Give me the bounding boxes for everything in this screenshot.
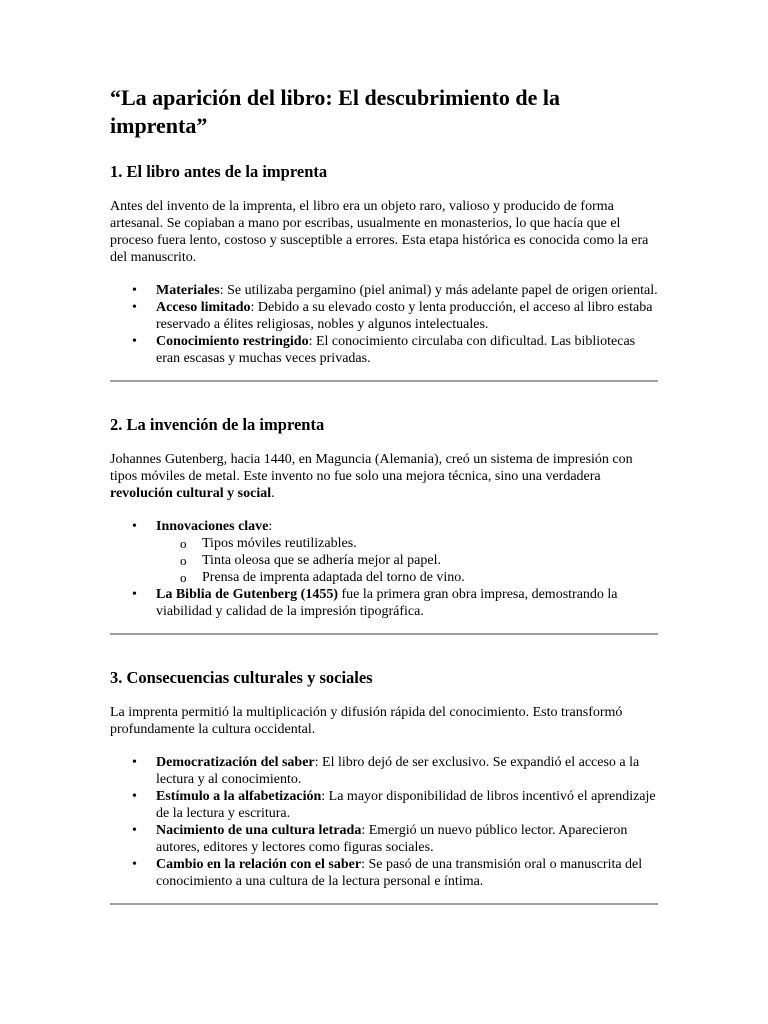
list-item [110, 754, 658, 788]
section-1-paragraph: Antes del invento de la imprenta, el libro era un objeto raro, valioso y producido de forma artesanal. Se copiaban a mano por escribas, usualmente en monasterios, lo que hacía que el proceso fuera lento, costoso y susceptible a errores. Esta etapa histórica es conocida como la era del manuscrito. [110, 199, 649, 265]
sub-list [156, 535, 658, 586]
sub-list-item [156, 552, 658, 569]
bullet-icon: • [132, 587, 137, 602]
list-item-term: La Biblia de Gutenberg (1455) [156, 587, 339, 602]
list-item-text: : El libro dejó de ser exclusivo. Se expandió el acceso a la lectura y al conocimiento. [156, 755, 640, 787]
list-item-term: Cambio en la relación con el saber [156, 857, 362, 872]
bullet-icon: • [132, 755, 137, 770]
list-item [110, 822, 658, 856]
list-item-term: Innovaciones clave [156, 519, 269, 534]
sub-list-item-text: Tipos móviles reutilizables. [202, 536, 357, 551]
bullet-icon: • [132, 519, 137, 534]
list-item [110, 299, 658, 333]
list-item-text: fue la primera gran obra impresa, demostrando la viabilidad y calidad de la impresión tipográfica. [156, 587, 618, 619]
sub-list-item-text: Prensa de imprenta adaptada del torno de vino. [202, 570, 465, 585]
list-item [110, 586, 658, 620]
list-item-term: Democratización del saber [156, 755, 315, 770]
list-item-term: Conocimiento restringido [156, 334, 309, 349]
list-item-text: : Debido a su elevado costo y lenta producción, el acceso al libro estaba reservado a élites religiosas, nobles y algunos intelectuales. [156, 300, 653, 332]
list-item-text: : Emergió un nuevo público lector. Aparecieron autores, editores y lectores como figuras sociales. [156, 823, 628, 855]
circle-bullet-icon: o [180, 536, 187, 551]
bullet-icon: • [132, 823, 137, 838]
section-2-heading: 2. La invención de la imprenta [110, 415, 325, 434]
bullet-icon: • [132, 857, 137, 872]
paragraph-emphasis: revolución cultural y social [110, 486, 272, 501]
circle-bullet-icon: o [180, 553, 187, 568]
list-item-text: : Se utilizaba pergamino (piel animal) y más adelante papel de origen oriental. [219, 283, 658, 298]
list-item [110, 856, 658, 890]
section-divider [110, 903, 658, 905]
sub-list-item [156, 569, 658, 586]
list-item [110, 333, 658, 367]
section-2-paragraph [110, 451, 658, 502]
circle-bullet-icon: o [180, 570, 187, 585]
section-3-list [110, 754, 658, 890]
bullet-icon: • [132, 283, 137, 298]
list-item [110, 282, 658, 299]
sub-list-item [156, 535, 658, 552]
list-item-term: Materiales [156, 283, 220, 298]
bullet-icon: • [132, 300, 137, 315]
list-item-text: : [268, 519, 273, 534]
list-item [110, 518, 658, 586]
section-2-list [110, 518, 658, 620]
paragraph-text: Johannes Gutenberg, hacia 1440, en Maguncia (Alemania), creó un sistema de impresión con tipos móviles de metal. Este invento no fue solo una mejora técnica, sino una verdadera [110, 452, 633, 484]
list-item-term: Estímulo a la alfabetización [156, 789, 322, 804]
list-item-term: Acceso limitado [156, 300, 251, 315]
document-title: “La aparición del libro: El descubrimiento de la imprenta” [110, 85, 561, 138]
bullet-icon: • [132, 334, 137, 349]
list-item-term: Nacimiento de una cultura letrada [156, 823, 362, 838]
section-3-heading: 3. Consecuencias culturales y sociales [110, 668, 373, 687]
list-item-text: : La mayor disponibilidad de libros incentivó el aprendizaje de la lectura y escritura. [156, 789, 656, 821]
sub-list-item-text: Tinta oleosa que se adhería mejor al papel. [202, 553, 441, 568]
list-item-text: : Se pasó de una transmisión oral o manuscrita del conocimiento a una cultura de la lectura personal e íntima. [156, 857, 643, 889]
section-1-heading: 1. El libro antes de la imprenta [110, 162, 328, 181]
paragraph-text-end: . [271, 486, 275, 501]
list-item [110, 788, 658, 822]
bullet-icon: • [132, 789, 137, 804]
document-content [110, 84, 658, 905]
section-1-list [110, 282, 658, 367]
section-3-paragraph: La imprenta permitió la multiplicación y difusión rápida del conocimiento. Esto transformó profundamente la cultura occidental. [110, 705, 623, 737]
list-item-text: : El conocimiento circulaba con dificultad. Las bibliotecas eran escasas y muchas veces privadas. [156, 334, 636, 366]
